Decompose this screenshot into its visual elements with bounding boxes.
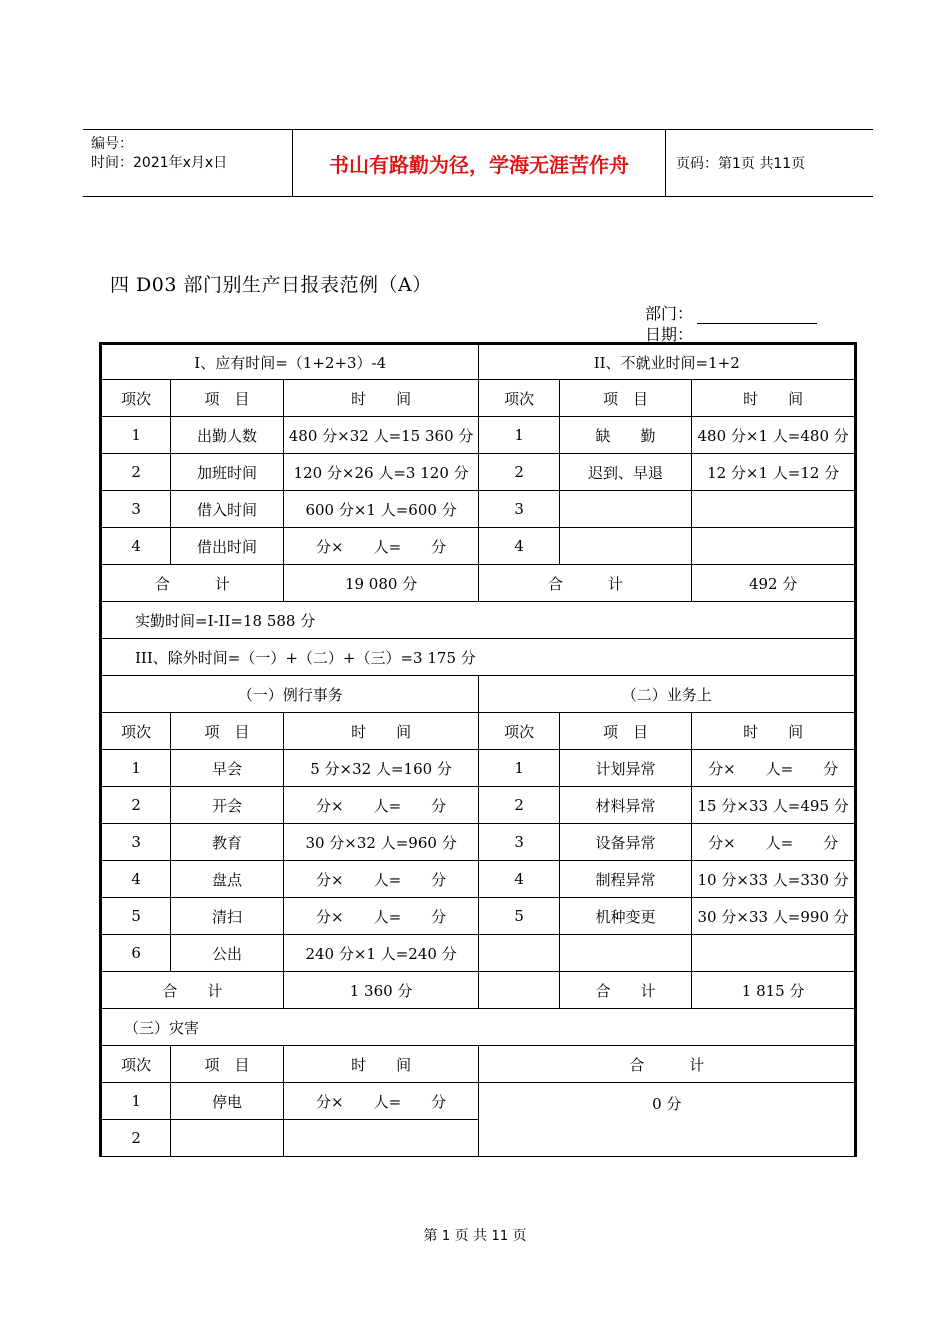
- cell-item: 材料异常: [559, 787, 692, 824]
- number-label: 编号：: [91, 136, 133, 152]
- cell-time: 480 分×32 人=15 360 分: [283, 417, 479, 454]
- production-report-table: [99, 342, 857, 1157]
- page-footer: [0, 1225, 950, 1245]
- cell-item: 设备异常: [559, 824, 692, 861]
- cell-item: 出勤人数: [171, 417, 283, 454]
- cell-time: [692, 528, 856, 565]
- dept-label: 部门：: [645, 304, 694, 323]
- cell-no: 1: [101, 750, 171, 787]
- cell-item: 清扫: [171, 898, 283, 935]
- total-label: 合 计: [479, 565, 692, 602]
- table-row: [101, 898, 856, 935]
- cell-no: 3: [101, 824, 171, 861]
- cell-time: 480 分×1 人=480 分: [692, 417, 856, 454]
- cell-no: 1: [479, 417, 559, 454]
- col-header-no: 项次: [101, 380, 171, 417]
- cell-item: [559, 935, 692, 972]
- cell-time: [692, 491, 856, 528]
- header-info-cell: [83, 130, 293, 197]
- table-row: [101, 417, 856, 454]
- date-label: 日期：: [645, 325, 694, 344]
- cell-time: 分× 人= 分: [692, 824, 856, 861]
- col-header-item: 项 目: [171, 380, 283, 417]
- dept-field: [645, 301, 817, 324]
- table-row: [101, 1083, 856, 1120]
- cell-time: 12 分×1 人=12 分: [692, 454, 856, 491]
- footer-suffix: 页: [512, 1228, 527, 1244]
- cell-time: 120 分×26 人=3 120 分: [283, 454, 479, 491]
- time-label: 时间：2021年x月x日: [91, 155, 228, 171]
- cell-item: 盘点: [171, 861, 283, 898]
- page-title: 四 D03 部门别生产日报表范例（A）: [110, 274, 432, 296]
- cell-time: 分× 人= 分: [283, 528, 479, 565]
- cell-no: 2: [101, 787, 171, 824]
- cell-time: 分× 人= 分: [283, 1083, 479, 1120]
- footer-total-pages: 11: [491, 1229, 509, 1244]
- routine-title: （一）例行事务: [101, 676, 479, 713]
- table-row: [101, 491, 856, 528]
- cell-item: [559, 528, 692, 565]
- total-label: 合 计: [559, 972, 692, 1009]
- table-row: [101, 750, 856, 787]
- cell-time: 600 分×1 人=600 分: [283, 491, 479, 528]
- cell-no: 1: [101, 417, 171, 454]
- total-label: 合 计: [101, 565, 284, 602]
- cell-item: 计划异常: [559, 750, 692, 787]
- cell-time: 10 分×33 人=330 分: [692, 861, 856, 898]
- footer-prefix: 第: [423, 1228, 438, 1244]
- col-header-no: 项次: [101, 1046, 171, 1083]
- business-total: 1 815 分: [692, 972, 856, 1009]
- cell-item: 停电: [171, 1083, 283, 1120]
- col-header-time: 时 间: [283, 713, 479, 750]
- col-header-item: 项 目: [559, 380, 692, 417]
- page-code: 页码：第1页 共11页: [676, 156, 806, 172]
- motto: 书山有路勤为径，学海无涯苦作舟: [293, 130, 666, 197]
- disaster-title: （三）灾害: [101, 1009, 856, 1046]
- table-row: [101, 787, 856, 824]
- excluded-time: III、除外时间=（一）+（二）+（三）=3 175 分: [101, 639, 856, 676]
- cell-no: 2: [101, 454, 171, 491]
- cell-no: [479, 935, 559, 972]
- col-header-no: 项次: [101, 713, 171, 750]
- actual-time: 实勤时间=I-II=18 588 分: [101, 602, 856, 639]
- cell-time: 分× 人= 分: [283, 787, 479, 824]
- disaster-total: 0 分: [479, 1083, 856, 1157]
- cell-time: 5 分×32 人=160 分: [283, 750, 479, 787]
- cell-no: 4: [101, 528, 171, 565]
- col-header-item: 项 目: [171, 713, 283, 750]
- cell-no: 3: [101, 491, 171, 528]
- cell-item: 加班时间: [171, 454, 283, 491]
- cell-time: 30 分×32 人=960 分: [283, 824, 479, 861]
- cell-no: 1: [479, 750, 559, 787]
- table-row: [101, 935, 856, 972]
- cell-item: 早会: [171, 750, 283, 787]
- table-row: [101, 824, 856, 861]
- col-header-time: 时 间: [692, 713, 856, 750]
- cell-no: 4: [479, 528, 559, 565]
- cell-no: 2: [101, 1120, 171, 1157]
- s2-total: 492 分: [692, 565, 856, 602]
- cell-no: 4: [101, 861, 171, 898]
- col-header-time: 时 间: [283, 380, 479, 417]
- cell-item: 借出时间: [171, 528, 283, 565]
- cell-item: 制程异常: [559, 861, 692, 898]
- section1-title: I、应有时间=（1+2+3）-4: [101, 344, 479, 380]
- cell-item: 开会: [171, 787, 283, 824]
- table-row: [101, 528, 856, 565]
- document-header: [83, 129, 873, 197]
- cell-time: 分× 人= 分: [283, 898, 479, 935]
- total-row: [101, 972, 856, 1009]
- cell-no: 2: [479, 787, 559, 824]
- cell-item: [559, 491, 692, 528]
- cell-time: 分× 人= 分: [692, 750, 856, 787]
- cell-no: 5: [479, 898, 559, 935]
- section2-title: II、不就业时间=1+2: [479, 344, 856, 380]
- cell-item: 迟到、早退: [559, 454, 692, 491]
- cell-no: 4: [479, 861, 559, 898]
- disaster-total-header: 合 计: [479, 1046, 856, 1083]
- cell-item: 借入时间: [171, 491, 283, 528]
- col-header-no: 项次: [479, 713, 559, 750]
- cell-no: 1: [101, 1083, 171, 1120]
- cell-item: 机种变更: [559, 898, 692, 935]
- col-header-time: 时 间: [692, 380, 856, 417]
- cell-time: [283, 1120, 479, 1157]
- cell-no: 6: [101, 935, 171, 972]
- table-row: [101, 861, 856, 898]
- cell-item: 公出: [171, 935, 283, 972]
- cell-no: 3: [479, 491, 559, 528]
- empty-cell: [479, 972, 559, 1009]
- s1-total: 19 080 分: [283, 565, 479, 602]
- col-header-item: 项 目: [559, 713, 692, 750]
- business-title: （二）业务上: [479, 676, 856, 713]
- cell-time: 15 分×33 人=495 分: [692, 787, 856, 824]
- cell-time: 240 分×1 人=240 分: [283, 935, 479, 972]
- col-header-time: 时 间: [283, 1046, 479, 1083]
- cell-item: [171, 1120, 283, 1157]
- cell-no: 3: [479, 824, 559, 861]
- cell-time: 分× 人= 分: [283, 861, 479, 898]
- cell-time: 30 分×33 人=990 分: [692, 898, 856, 935]
- table-row: [101, 454, 856, 491]
- cell-no: 5: [101, 898, 171, 935]
- total-label: 合 计: [101, 972, 284, 1009]
- cell-item: 缺 勤: [559, 417, 692, 454]
- routine-total: 1 360 分: [283, 972, 479, 1009]
- cell-item: 教育: [171, 824, 283, 861]
- cell-time: [692, 935, 856, 972]
- footer-page-number: 1: [441, 1229, 451, 1244]
- footer-mid: 页 共: [454, 1228, 488, 1244]
- col-header-item: 项 目: [171, 1046, 283, 1083]
- total-row: [101, 565, 856, 602]
- col-header-no: 项次: [479, 380, 559, 417]
- cell-no: 2: [479, 454, 559, 491]
